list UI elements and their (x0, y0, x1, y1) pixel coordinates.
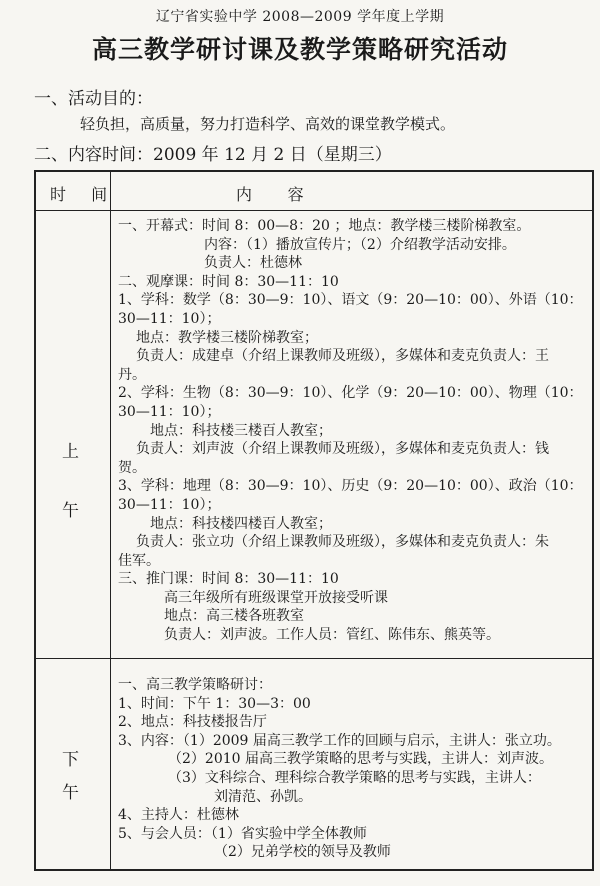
afternoon-label-2: 午 (62, 783, 79, 803)
schedule-line: 内容：（1）播放宣传片；（2）介绍教学活动安排。 (204, 236, 516, 253)
schedule-line: 30—11：10）； (118, 496, 221, 513)
morning-afternoon-divider (36, 658, 592, 659)
schedule-line: （3）文科综合、理科综合教学策略的思考与实践，主讲人： (168, 769, 541, 786)
schedule-line: （2）2010 届高三教学策略的思考与实践，主讲人：刘声波。 (168, 751, 553, 768)
header-row-divider (36, 210, 592, 211)
schedule-line: 负责人：张立功（介绍上课教师及班级），多媒体和麦克负责人：朱 (136, 534, 549, 551)
time-heading: 二、内容时间：2009 年 12 月 2 日（星期三） (34, 145, 392, 165)
schedule-line: 贺。 (118, 459, 146, 476)
morning-label-1: 上 (62, 442, 79, 462)
schedule-line: 2、地点：科技楼报告厅 (118, 714, 267, 731)
column-divider (110, 172, 111, 869)
schedule-line: 1、时间：下午 1：30—3：00 (118, 695, 311, 712)
column-header-content-text: 内 容 (236, 185, 304, 204)
schedule-line: 4、主持人：杜德林 (118, 807, 239, 824)
schedule-line: 30—11：10）； (118, 310, 221, 327)
schedule-line: 丹。 (118, 366, 146, 383)
purpose-heading: 一、活动目的： (34, 89, 153, 109)
schedule-line: 负责人：刘声波（介绍上课教师及班级），多媒体和麦克负责人：钱 (136, 441, 549, 458)
schedule-line: 地点：科技楼四楼百人教室； (150, 515, 332, 532)
column-header-time: 时 间 (50, 185, 118, 204)
schedule-line: 刘清范、孙凯。 (214, 788, 312, 805)
schedule-line: 5、与会人员：（1）省实验中学全体教师 (118, 825, 367, 842)
schedule-table (34, 170, 594, 871)
purpose-text: 轻负担，高质量，努力打造科学、高效的课堂教学模式。 (80, 115, 456, 133)
schedule-line: 地点：科技楼三楼百人教室； (150, 422, 332, 439)
afternoon-label-1: 下 (62, 750, 79, 770)
schedule-line: 3、内容：（1）2009 届高三教学工作的回顾与启示，主讲人：张立功。 (118, 732, 561, 749)
schedule-line: 负责人：刘声波。工作人员：管红、陈伟东、熊英等。 (164, 627, 500, 644)
schedule-line: 二、观摩课：时间 8：30—11：10 (118, 273, 339, 290)
afternoon-content (118, 676, 588, 862)
schedule-line: 地点：高三楼各班教室 (164, 608, 304, 625)
document-subtitle: 辽宁省实验中学 2008—2009 学年度上学期 (155, 9, 445, 25)
column-header-content (236, 182, 304, 205)
schedule-line: 三、推门课：时间 8：30—11：10 (118, 571, 339, 588)
schedule-line: 3、学科：地理（8：30—9：10）、历史（9：20—10：00）、政治（10： (118, 478, 583, 495)
schedule-line: 1、学科：数学（8：30—9：10）、语文（9：20—10：00）、外语（10： (118, 292, 583, 309)
schedule-line: 负责人：杜德林 (204, 255, 302, 272)
morning-label-2: 午 (62, 501, 79, 521)
schedule-line: 佳军。 (118, 552, 160, 569)
schedule-line: 地点：教学楼三楼阶梯教室； (136, 329, 318, 346)
schedule-line: 高三年级所有班级课堂开放接受听课 (164, 589, 388, 606)
morning-content (118, 217, 588, 645)
schedule-line: 一、高三教学策略研讨： (118, 677, 272, 693)
schedule-line: 负责人：成建卓（介绍上课教师及班级），多媒体和麦克负责人：王 (136, 348, 549, 365)
schedule-line: 2、学科：生物（8：30—9：10）、化学（9：20—10：00）、物理（10： (118, 385, 583, 402)
schedule-line: 30—11：10）； (118, 403, 221, 420)
schedule-line: 一、开幕式：时间 8：00—8：20 ；地点：教学楼三楼阶梯教室。 (118, 218, 531, 234)
document-title: 高三教学研讨课及教学策略研究活动 (91, 35, 508, 64)
schedule-line: （2）兄弟学校的领导及教师 (214, 844, 391, 861)
